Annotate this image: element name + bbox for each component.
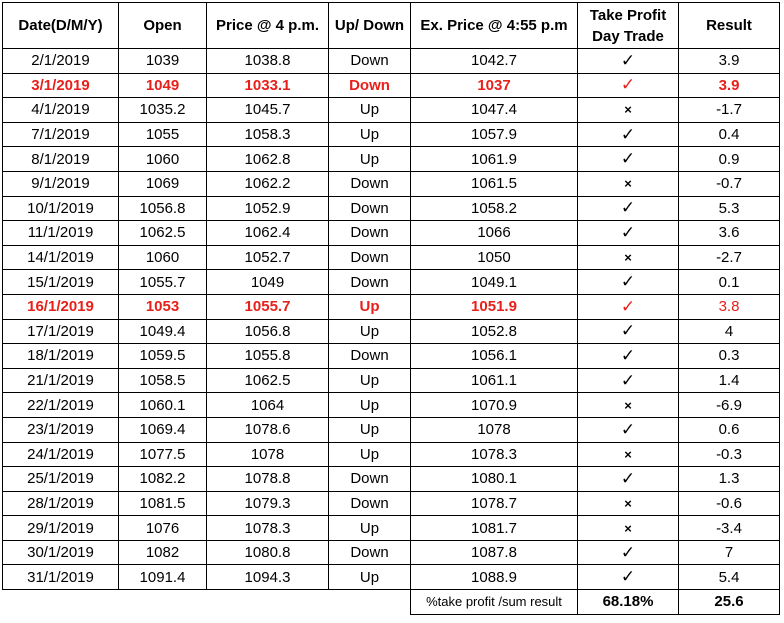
cell-result: 0.3 [679,344,780,369]
cell-up-down: Down [329,221,411,246]
check-icon: ✓ [578,196,679,221]
cell-price-4pm: 1064 [207,393,329,418]
cell-open: 1082.2 [119,467,207,492]
cell-up-down: Down [329,344,411,369]
cell-date: 10/1/2019 [3,196,119,221]
cell-price-4pm: 1058.3 [207,122,329,147]
cell-date: 3/1/2019 [3,73,119,98]
cell-result: 3.8 [679,294,780,319]
cell-open: 1091.4 [119,565,207,590]
cell-open: 1055 [119,122,207,147]
cell-result: 0.6 [679,417,780,442]
cell-result: 5.4 [679,565,780,590]
cell-open: 1081.5 [119,491,207,516]
table-row [3,147,780,172]
check-icon: ✓ [578,73,679,98]
cell-up-down: Down [329,540,411,565]
table-row [3,393,780,418]
cell-open: 1056.8 [119,196,207,221]
cell-open: 1058.5 [119,368,207,393]
cell-result: -0.7 [679,171,780,196]
check-icon: ✓ [578,147,679,172]
cell-price-4pm: 1052.9 [207,196,329,221]
cross-icon: × [578,491,679,516]
cell-price-4pm: 1078.3 [207,516,329,541]
table-row [3,270,780,295]
cell-date: 15/1/2019 [3,270,119,295]
cell-price-4pm: 1033.1 [207,73,329,98]
cell-open: 1059.5 [119,344,207,369]
check-icon: ✓ [578,49,679,74]
cell-ex-price: 1049.1 [411,270,578,295]
cell-price-4pm: 1078.8 [207,467,329,492]
cell-result: 5.3 [679,196,780,221]
cell-ex-price: 1037 [411,73,578,98]
cell-result: -3.4 [679,516,780,541]
cell-date: 4/1/2019 [3,98,119,123]
cell-ex-price: 1066 [411,221,578,246]
cell-date: 17/1/2019 [3,319,119,344]
cell-date: 21/1/2019 [3,368,119,393]
cross-icon: × [578,171,679,196]
table-row [3,344,780,369]
check-icon: ✓ [578,294,679,319]
check-icon: ✓ [578,270,679,295]
cell-open: 1049 [119,73,207,98]
cell-ex-price: 1061.9 [411,147,578,172]
cell-price-4pm: 1038.8 [207,49,329,74]
cell-open: 1049.4 [119,319,207,344]
cell-price-4pm: 1079.3 [207,491,329,516]
cell-result: 1.3 [679,467,780,492]
header-row [3,3,780,49]
cell-price-4pm: 1052.7 [207,245,329,270]
cell-ex-price: 1047.4 [411,98,578,123]
cell-ex-price: 1078 [411,417,578,442]
table-row [3,442,780,467]
cell-date: 14/1/2019 [3,245,119,270]
cell-date: 25/1/2019 [3,467,119,492]
cell-open: 1069.4 [119,417,207,442]
check-icon: ✓ [578,565,679,590]
cell-ex-price: 1058.2 [411,196,578,221]
cell-ex-price: 1061.1 [411,368,578,393]
table-row [3,171,780,196]
cell-up-down: Down [329,171,411,196]
cell-date: 11/1/2019 [3,221,119,246]
header-take-profit-line1: Take Profit [589,6,667,24]
table-row [3,98,780,123]
table-row [3,122,780,147]
cell-open: 1082 [119,540,207,565]
cell-result: 1.4 [679,368,780,393]
check-icon: ✓ [578,221,679,246]
cell-date: 9/1/2019 [3,171,119,196]
cell-result: 3.9 [679,73,780,98]
cell-date: 16/1/2019 [3,294,119,319]
header-date: Date(D/M/Y) [3,3,119,49]
cell-ex-price: 1078.3 [411,442,578,467]
cell-result: -0.6 [679,491,780,516]
cell-up-down: Up [329,319,411,344]
cell-date: 28/1/2019 [3,491,119,516]
table-row [3,491,780,516]
cell-result: -6.9 [679,393,780,418]
cross-icon: × [578,442,679,467]
cell-ex-price: 1061.5 [411,171,578,196]
cell-price-4pm: 1062.4 [207,221,329,246]
cell-date: 8/1/2019 [3,147,119,172]
cell-up-down: Down [329,491,411,516]
cell-ex-price: 1056.1 [411,344,578,369]
cell-ex-price: 1050 [411,245,578,270]
table-row [3,417,780,442]
cell-price-4pm: 1080.8 [207,540,329,565]
table-row [3,196,780,221]
header-up-down: Up/ Down [329,3,411,49]
cell-date: 7/1/2019 [3,122,119,147]
cell-date: 2/1/2019 [3,49,119,74]
cell-open: 1077.5 [119,442,207,467]
cell-up-down: Down [329,49,411,74]
cell-ex-price: 1057.9 [411,122,578,147]
cell-result: -2.7 [679,245,780,270]
cell-up-down: Up [329,393,411,418]
cell-up-down: Up [329,565,411,590]
cell-result: 3.6 [679,221,780,246]
cell-result: 4 [679,319,780,344]
cell-price-4pm: 1094.3 [207,565,329,590]
header-open: Open [119,3,207,49]
cell-date: 30/1/2019 [3,540,119,565]
table-row [3,467,780,492]
cell-up-down: Up [329,516,411,541]
cell-up-down: Up [329,294,411,319]
cell-result: 0.1 [679,270,780,295]
cell-up-down: Up [329,122,411,147]
table-row [3,319,780,344]
cell-ex-price: 1080.1 [411,467,578,492]
cell-price-4pm: 1078 [207,442,329,467]
cell-open: 1035.2 [119,98,207,123]
cell-date: 29/1/2019 [3,516,119,541]
table-row [3,49,780,74]
table-row [3,294,780,319]
summary-label: %take profit /sum result [411,590,578,615]
cell-ex-price: 1087.8 [411,540,578,565]
cell-up-down: Down [329,245,411,270]
cell-up-down: Up [329,98,411,123]
cell-price-4pm: 1062.5 [207,368,329,393]
check-icon: ✓ [578,417,679,442]
cell-up-down: Down [329,467,411,492]
cell-open: 1060 [119,147,207,172]
summary-take-profit-percent: 68.18% [578,590,679,615]
cell-date: 22/1/2019 [3,393,119,418]
trade-results-table [2,2,780,615]
cell-ex-price: 1070.9 [411,393,578,418]
cell-ex-price: 1088.9 [411,565,578,590]
cell-price-4pm: 1049 [207,270,329,295]
cell-result: -0.3 [679,442,780,467]
cell-result: 7 [679,540,780,565]
cell-open: 1039 [119,49,207,74]
cell-up-down: Up [329,147,411,172]
cell-ex-price: 1078.7 [411,491,578,516]
cell-price-4pm: 1055.7 [207,294,329,319]
cross-icon: × [578,516,679,541]
header-take-profit-line2: Day Trade [592,27,664,45]
table-row [3,73,780,98]
cell-date: 31/1/2019 [3,565,119,590]
cell-open: 1069 [119,171,207,196]
cell-open: 1060 [119,245,207,270]
header-result: Result [679,3,780,49]
summary-sum-result: 25.6 [679,590,780,615]
cell-open: 1053 [119,294,207,319]
table-row [3,565,780,590]
cell-open: 1076 [119,516,207,541]
table-row [3,245,780,270]
cell-up-down: Down [329,270,411,295]
cell-price-4pm: 1062.2 [207,171,329,196]
cell-result: 3.9 [679,49,780,74]
cell-ex-price: 1051.9 [411,294,578,319]
cell-open: 1055.7 [119,270,207,295]
header-price-4pm: Price @ 4 p.m. [207,3,329,49]
check-icon: ✓ [578,122,679,147]
table-row [3,516,780,541]
check-icon: ✓ [578,467,679,492]
cell-result: 0.4 [679,122,780,147]
cell-price-4pm: 1078.6 [207,417,329,442]
cell-up-down: Down [329,73,411,98]
cell-date: 24/1/2019 [3,442,119,467]
cross-icon: × [578,393,679,418]
cell-price-4pm: 1045.7 [207,98,329,123]
cell-result: -1.7 [679,98,780,123]
cell-open: 1062.5 [119,221,207,246]
summary-row [3,590,780,615]
table-row [3,221,780,246]
summary-spacer [3,590,411,615]
check-icon: ✓ [578,319,679,344]
header-take-profit [578,3,679,49]
cell-open: 1060.1 [119,393,207,418]
cell-ex-price: 1042.7 [411,49,578,74]
cell-up-down: Up [329,417,411,442]
check-icon: ✓ [578,368,679,393]
cross-icon: × [578,245,679,270]
cell-result: 0.9 [679,147,780,172]
cell-date: 23/1/2019 [3,417,119,442]
cell-price-4pm: 1062.8 [207,147,329,172]
cross-icon: × [578,98,679,123]
check-icon: ✓ [578,540,679,565]
cell-ex-price: 1081.7 [411,516,578,541]
cell-up-down: Up [329,368,411,393]
table-row [3,368,780,393]
check-icon: ✓ [578,344,679,369]
header-ex-price: Ex. Price @ 4:55 p.m [411,3,578,49]
table-row [3,540,780,565]
cell-date: 18/1/2019 [3,344,119,369]
cell-ex-price: 1052.8 [411,319,578,344]
cell-price-4pm: 1055.8 [207,344,329,369]
cell-up-down: Down [329,196,411,221]
cell-price-4pm: 1056.8 [207,319,329,344]
cell-up-down: Up [329,442,411,467]
